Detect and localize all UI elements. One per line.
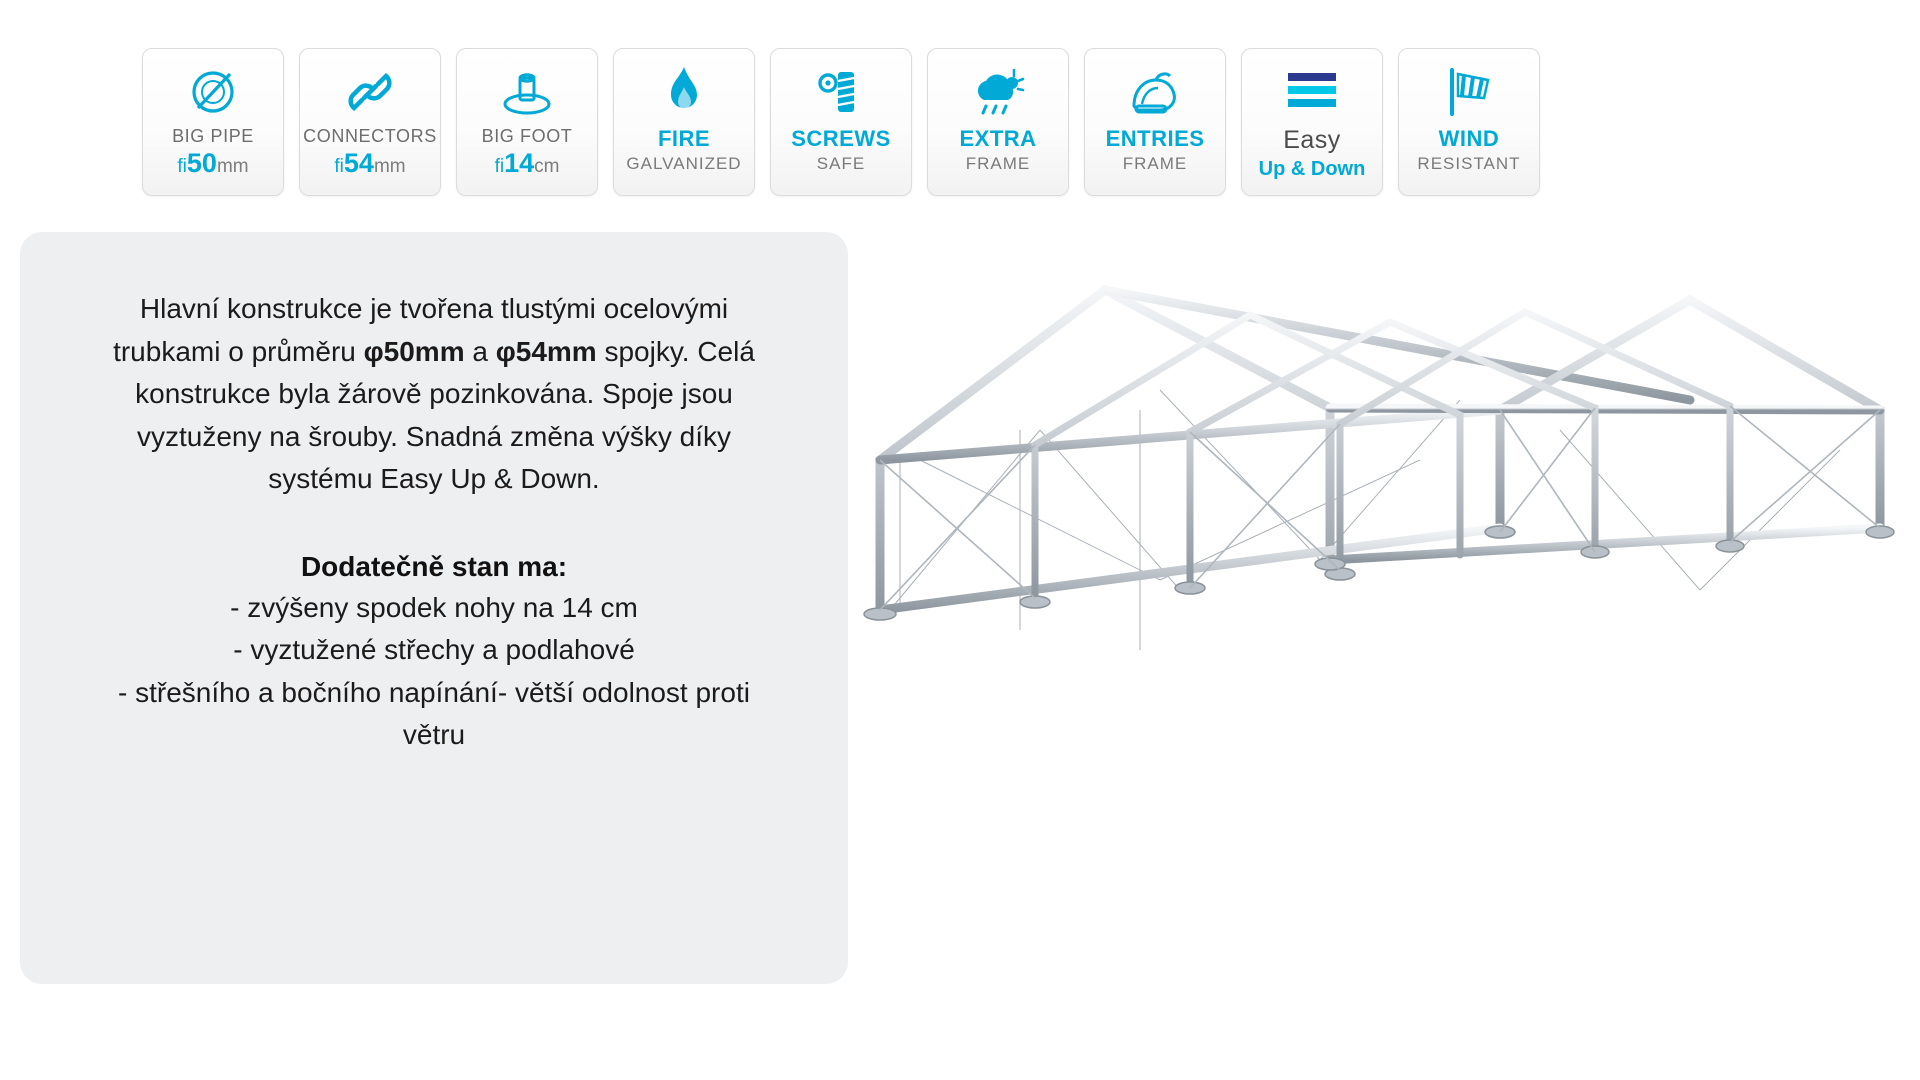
badge-sublabel: FRAME: [1122, 154, 1188, 174]
pipe-circle-icon: [185, 61, 241, 123]
windsock-icon: [1440, 61, 1498, 123]
product-image: [860, 260, 1900, 880]
badge-value-number: 54: [343, 147, 374, 178]
strong-arm-icon: [1126, 61, 1184, 123]
badge-value-unit: cm: [534, 155, 560, 177]
badge-label: CONNECTORS: [303, 126, 437, 146]
badge-easy-up-down: [1241, 48, 1383, 196]
chain-link-icon: [342, 61, 398, 123]
badge-label: FIRE: [657, 126, 711, 151]
badge-sublabel: FRAME: [965, 154, 1031, 174]
description-heading: Dodatečně stan ma:: [300, 550, 568, 582]
description-paragraph: [104, 288, 764, 501]
screw-bolt-icon: [814, 61, 868, 123]
badge-value: [494, 147, 560, 178]
badge-big-foot: [456, 48, 598, 196]
badge-value-number: 50: [186, 147, 217, 178]
cloud-sun-icon: [968, 61, 1028, 123]
description-feature-list: [104, 587, 764, 757]
badge-value-number: 14: [504, 147, 535, 178]
badge-label: BIG FOOT: [481, 126, 573, 146]
badge-label: WIND: [1438, 126, 1500, 151]
badge-label: BIG PIPE: [172, 126, 254, 146]
badge-sublabel: RESISTANT: [1417, 154, 1521, 174]
badge-label: EXTRA: [959, 126, 1037, 151]
description-bold-2: φ54mm: [495, 335, 597, 367]
badge-label: Easy: [1283, 126, 1341, 154]
list-item: - zvýšeny spodek nohy na 14 cm: [230, 591, 638, 623]
badge-entries-frame: [1084, 48, 1226, 196]
badge-value-unit: mm: [373, 155, 406, 177]
feature-badge-strip: [142, 48, 1540, 196]
description-panel: [20, 232, 848, 984]
badge-value: [334, 147, 406, 178]
badge-extra-frame: [927, 48, 1069, 196]
base-plate-icon: [497, 61, 557, 123]
up-down-bars-icon: [1280, 61, 1344, 123]
badge-sublabel: SAFE: [816, 154, 866, 174]
badge-value-prefix: fi: [334, 155, 344, 177]
description-part-2: a: [464, 335, 496, 367]
badge-value-prefix: fi: [177, 155, 187, 177]
list-item: - střešního a bočního napínání- větší odolnost proti větru: [118, 676, 750, 751]
flame-icon: [659, 61, 709, 123]
badge-sublabel: Up & Down: [1258, 157, 1366, 180]
badge-sublabel: GALVANIZED: [626, 154, 742, 174]
description-bold-1: φ50mm: [363, 335, 465, 367]
description-part-3: spojky. Celá konstrukce byla žárově pozinkována. Spoje jsou vyztuženy na šrouby. Snadná změna výšky díky systému Easy Up & Down.: [135, 335, 755, 495]
badge-connectors: [299, 48, 441, 196]
badge-big-pipe: [142, 48, 284, 196]
description-part-1: Hlavní konstrukce je tvořena tlustými ocelovými trubkami o průměru: [113, 293, 729, 367]
badge-value-prefix: fi: [494, 155, 505, 177]
badge-screws-safe: [770, 48, 912, 196]
badge-value: [177, 147, 249, 178]
badge-wind-resistant: [1398, 48, 1540, 196]
badge-label: SCREWS: [791, 126, 891, 151]
badge-value-unit: mm: [216, 155, 249, 177]
badge-label: ENTRIES: [1105, 126, 1205, 151]
tent-frame-illustration: [860, 260, 1900, 880]
badge-fire-galvanized: [613, 48, 755, 196]
list-item: - vyztužené střechy a podlahové: [233, 634, 635, 666]
